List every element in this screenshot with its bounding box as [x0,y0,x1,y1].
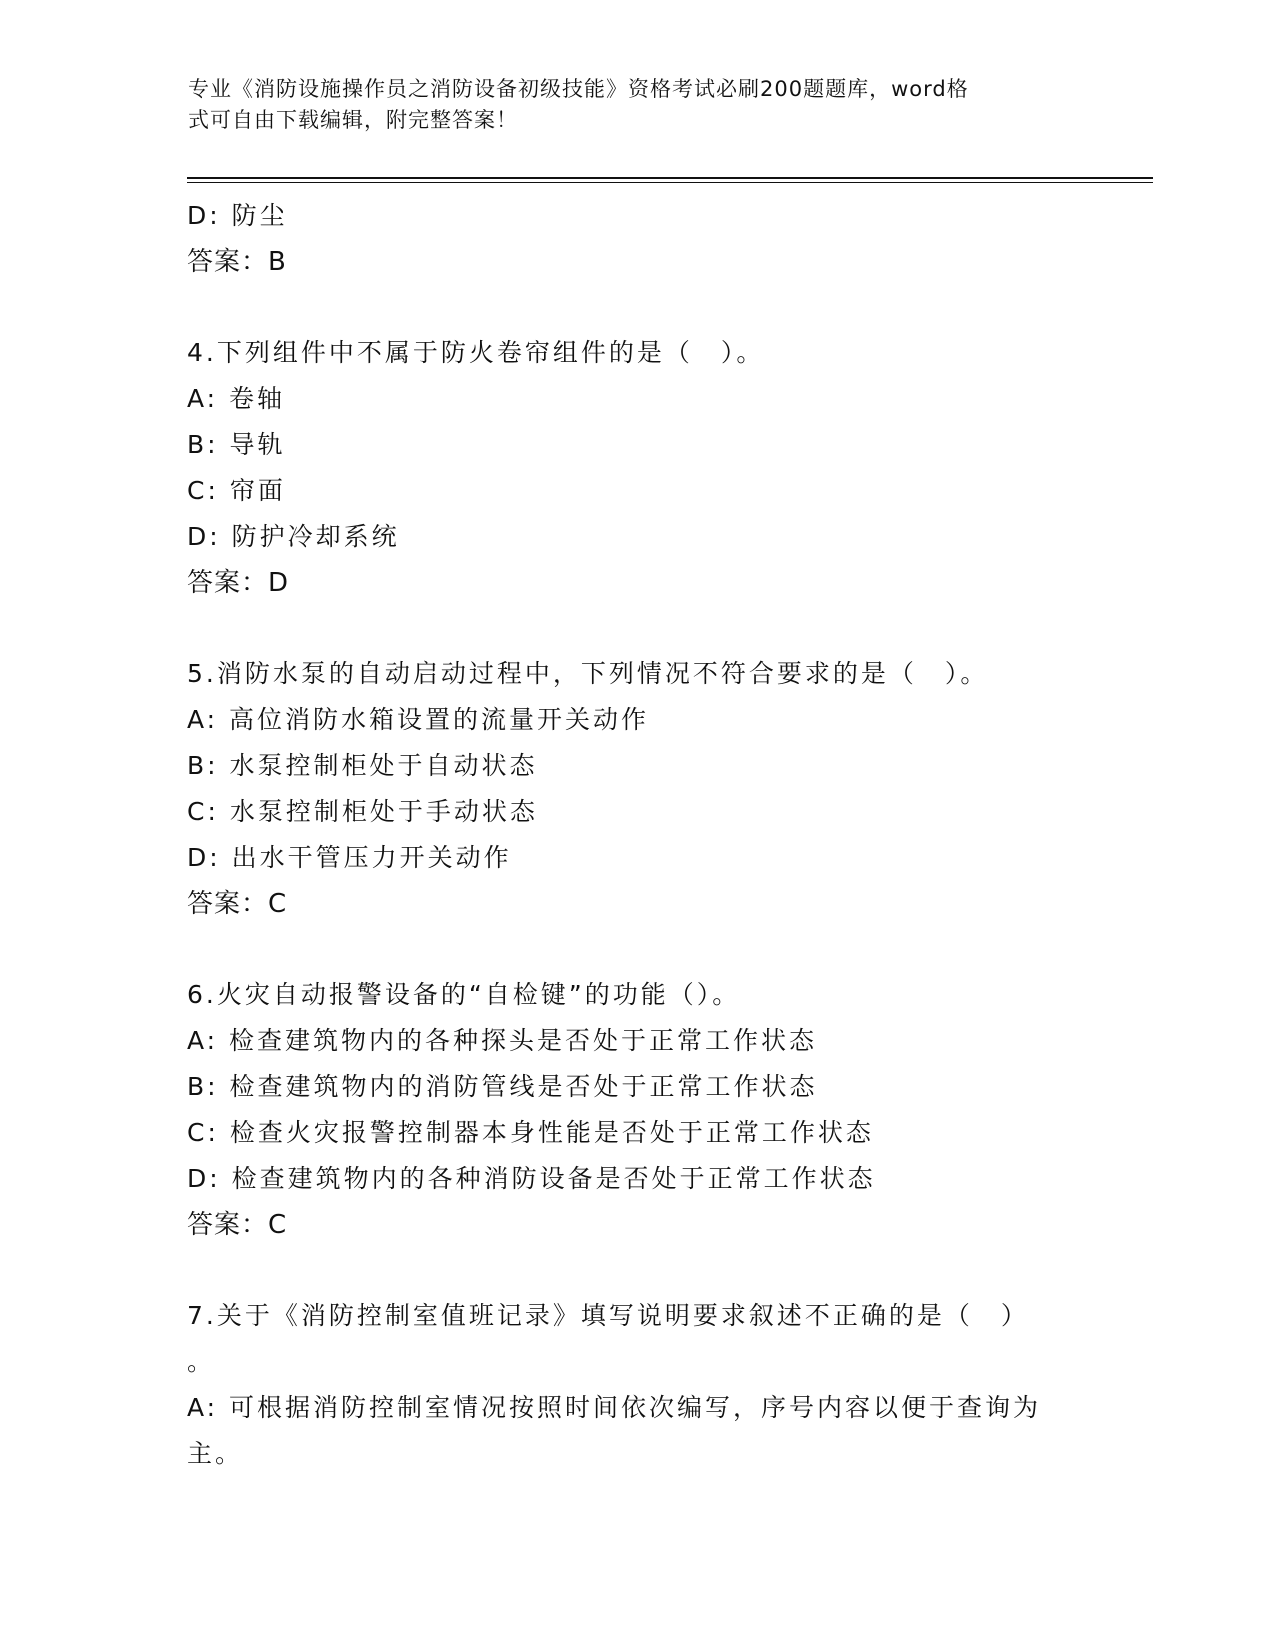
question-stem: 5.消防水泵的自动启动过程中，下列情况不符合要求的是（ ）。 [187,659,989,688]
option-d: D: 防尘 [187,201,288,230]
header-rule-thick [187,177,1153,179]
option-a: A: 卷轴 [187,384,286,413]
option-b: B: 水泵控制柜处于自动状态 [187,751,538,780]
question-7 [187,1293,1087,1477]
question-5 [187,651,1087,927]
option-c: C: 帘面 [187,476,286,505]
header-rule-thin [187,182,1153,183]
spacer [187,285,1087,330]
answer: 答案：C [187,1210,288,1240]
option-a: A: 高位消防水箱设置的流量开关动作 [187,705,650,734]
option-c: C: 检查火灾报警控制器本身性能是否处于正常工作状态 [187,1118,874,1147]
option-d: D: 出水干管压力开关动作 [187,843,512,872]
header-line-2: 式可自由下载编辑，附完整答案！ [188,108,518,132]
question-stem: 4.下列组件中不属于防火卷帘组件的是（ ）。 [187,338,765,367]
question-6 [187,972,1087,1248]
question-content [187,193,1087,1477]
header-line-1: 专业《消防设施操作员之消防设备初级技能》资格考试必刷200题题库，word格 [188,77,969,101]
answer: 答案：D [187,568,290,598]
question-stem-continuation: 。 [187,1347,216,1376]
option-a: A: 检查建筑物内的各种探头是否处于正常工作状态 [187,1026,818,1055]
option-b: B: 导轨 [187,430,286,459]
option-a-continuation: 主。 [187,1439,244,1468]
document-header [188,74,1068,136]
option-c: C: 水泵控制柜处于手动状态 [187,797,538,826]
spacer [187,606,1087,651]
option-a: A: 可根据消防控制室情况按照时间依次编写，序号内容以便于查询为 [187,1393,1042,1422]
question-stem: 6.火灾自动报警设备的“自检键”的功能（）。 [187,980,741,1009]
option-b: B: 检查建筑物内的消防管线是否处于正常工作状态 [187,1072,818,1101]
question-stem: 7.关于《消防控制室值班记录》填写说明要求叙述不正确的是（ ） [187,1301,1029,1330]
answer: 答案：C [187,889,288,919]
answer: 答案：B [187,247,287,277]
spacer [187,1248,1087,1293]
question-4 [187,330,1087,606]
option-d: D: 防护冷却系统 [187,522,400,551]
option-d: D: 检查建筑物内的各种消防设备是否处于正常工作状态 [187,1164,876,1193]
spacer [187,927,1087,972]
